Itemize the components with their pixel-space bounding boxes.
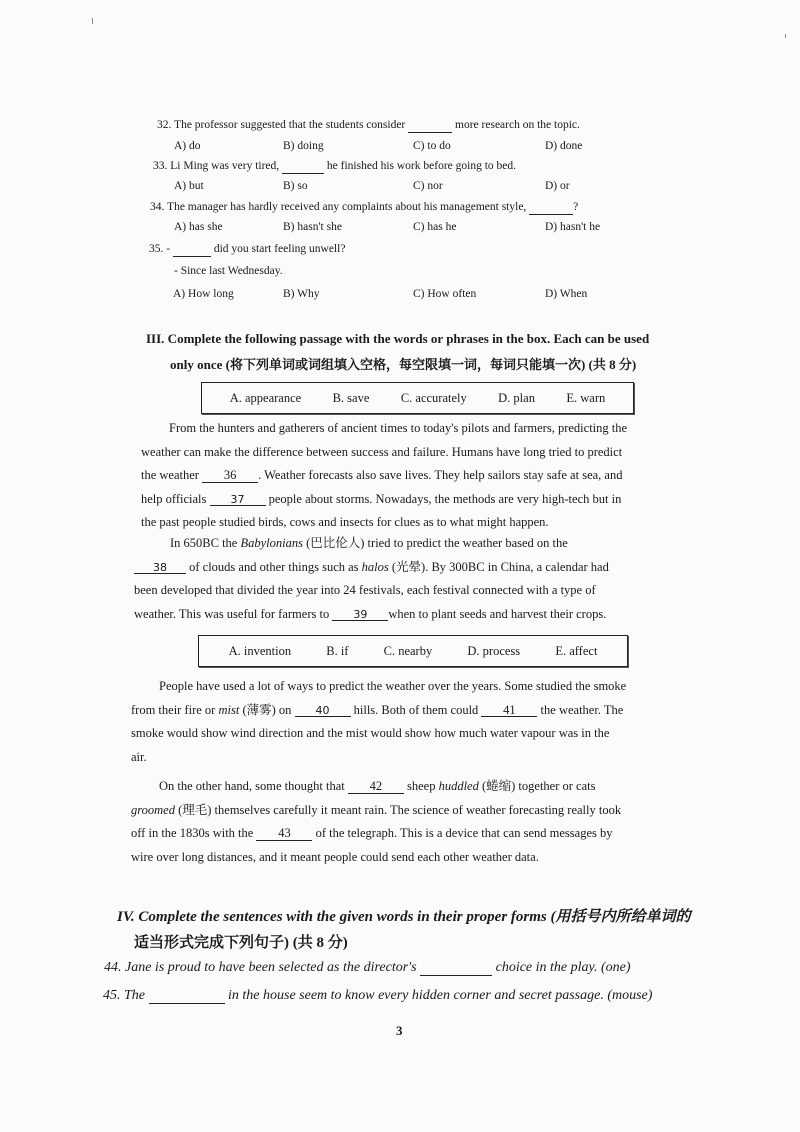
para1-line4 bbox=[141, 488, 678, 512]
para1-line3-start: the weather bbox=[141, 468, 199, 482]
answer-blank-43[interactable] bbox=[256, 827, 312, 841]
word-box-1-option-e: E. warn bbox=[566, 390, 606, 405]
question-33 bbox=[153, 160, 516, 174]
para3-line2-mid2: hills. Both of them could bbox=[353, 702, 479, 717]
para1-line4-start: help officials bbox=[141, 491, 207, 506]
word-box-2-option-d: D. process bbox=[467, 643, 521, 658]
answer-blank-44[interactable] bbox=[420, 961, 492, 976]
para2-line2 bbox=[134, 556, 678, 580]
para4-line1-start: On the other hand, some thought that bbox=[159, 779, 345, 793]
q34-option-b: B) hasn't she bbox=[283, 221, 342, 233]
q35-option-b: B) Why bbox=[283, 288, 320, 300]
blank-39-number: 39 bbox=[353, 607, 368, 621]
para2-line1-start: In 650BC the bbox=[170, 536, 241, 550]
word-box-1 bbox=[201, 382, 634, 414]
question-44-stem: 44. Jane is proud to have been selected as the director's bbox=[104, 960, 417, 975]
word-box-2-option-a: A. invention bbox=[228, 643, 292, 658]
word-box-2 bbox=[198, 635, 628, 667]
para3-line3: smoke would show wind direction and the mist would show how much water vapour was in the bbox=[131, 726, 610, 740]
answer-blank-38[interactable] bbox=[134, 561, 186, 575]
para3-line4: air. bbox=[131, 749, 147, 764]
para4-line3 bbox=[131, 822, 681, 846]
scan-mark bbox=[92, 18, 93, 24]
q35-option-d: D) When bbox=[545, 288, 588, 300]
term-groomed: groomed bbox=[131, 802, 175, 817]
section-3-heading-line2: only once (将下列单词或词组填入空格，每空限填一词，每词只能填一次) (共 8 分) bbox=[170, 357, 637, 372]
para3-line2-start: from their fire or bbox=[131, 702, 219, 717]
para3-line2-mid: (薄雾) on bbox=[239, 702, 292, 717]
para2-line4 bbox=[134, 603, 678, 627]
q33-option-b: B) so bbox=[283, 180, 308, 192]
para2-line1-end: (巴比伦人) tried to predict the weather based on the bbox=[302, 536, 568, 550]
page-number: 3 bbox=[396, 1023, 403, 1038]
para4-line4: wire over long distances, and it meant people could send each other weather data. bbox=[131, 849, 539, 864]
scan-mark bbox=[785, 34, 786, 38]
para4-line1 bbox=[131, 775, 681, 799]
term-halos: halos bbox=[361, 559, 389, 574]
blank-36-number: 36 bbox=[223, 468, 237, 482]
term-mist: mist bbox=[218, 702, 240, 717]
question-32-stem: 32. The professor suggested that the students consider bbox=[157, 119, 406, 131]
question-35 bbox=[149, 243, 345, 257]
para2-line1 bbox=[134, 532, 678, 556]
para1-line1: From the hunters and gatherers of ancient times to today's pilots and farmers, predicting the bbox=[169, 421, 628, 435]
blank-42-number: 42 bbox=[369, 779, 383, 793]
passage-paragraph-2 bbox=[134, 532, 678, 626]
passage-paragraph-1 bbox=[141, 417, 678, 535]
section-4-heading-line2: 适当形式完成下列句子) (共 8 分) bbox=[134, 935, 348, 951]
para3-line2 bbox=[131, 699, 679, 723]
question-34-stem: 34. The manager has hardly received any complaints about his management style, bbox=[150, 201, 527, 213]
q33-option-d: D) or bbox=[545, 180, 570, 192]
blank-38-number: 38 bbox=[153, 560, 167, 574]
answer-blank-33[interactable] bbox=[282, 161, 324, 174]
question-33-stem-end: he finished his work before going to bed. bbox=[326, 160, 516, 172]
question-35-reply: - Since last Wednesday. bbox=[174, 265, 283, 277]
q33-option-a: A) but bbox=[174, 180, 204, 192]
q34-option-a: A) has she bbox=[174, 221, 223, 233]
para2-line3: been developed that divided the year into 24 festivals, each festival connected with a type of bbox=[134, 583, 596, 597]
q35-option-a: A) How long bbox=[173, 288, 234, 300]
q32-option-a: A) do bbox=[174, 140, 201, 152]
q35-option-c: C) How often bbox=[413, 288, 477, 300]
para4-line3-start: off in the 1830s with the bbox=[131, 826, 254, 840]
answer-blank-39[interactable] bbox=[332, 608, 388, 622]
answer-blank-42[interactable] bbox=[348, 780, 404, 794]
word-box-2-option-c: C. nearby bbox=[383, 643, 433, 658]
para1-line5: the past people studied birds, cows and insects for clues as to what might happen. bbox=[141, 515, 549, 529]
para4-line1-mid: sheep bbox=[406, 779, 439, 793]
para2-line4-start: weather. This was useful for farmers to bbox=[134, 606, 330, 621]
question-35-stem: 35. - bbox=[149, 243, 171, 255]
section-4-heading-line1: IV. Complete the sentences with the given words in their proper forms (用括号内所给单词的 bbox=[117, 909, 691, 925]
question-34-stem-end: ? bbox=[573, 201, 579, 213]
question-44-stem-end: choice in the play. (one) bbox=[495, 960, 631, 975]
para4-line3-end: of the telegraph. This is a device that can send messages by bbox=[315, 826, 613, 840]
answer-blank-36[interactable] bbox=[202, 469, 258, 483]
q34-option-c: C) has he bbox=[413, 221, 457, 233]
answer-blank-37[interactable] bbox=[210, 493, 266, 507]
blank-41-number: 41 bbox=[503, 702, 516, 717]
q33-option-c: C) nor bbox=[413, 180, 443, 192]
question-45-stem-end: in the house seem to know every hidden corner and secret passage. (mouse) bbox=[228, 988, 653, 1003]
word-box-1-option-b: B. save bbox=[332, 390, 370, 405]
question-44 bbox=[104, 960, 631, 976]
word-box-2-option-e: E. affect bbox=[555, 643, 598, 658]
para1-line2: weather can make the difference between success and failure. Humans have long tried to predict bbox=[141, 444, 623, 459]
word-box-1-option-d: D. plan bbox=[498, 390, 535, 405]
para4-line2-end: (理毛) themselves carefully it meant rain. The science of weather forecasting really took bbox=[174, 802, 622, 817]
para1-line3 bbox=[141, 464, 678, 488]
para1-line3-end: . Weather forecasts also save lives. They help sailors stay safe at sea, and bbox=[258, 468, 623, 482]
question-45-stem: 45. The bbox=[103, 988, 145, 1003]
answer-blank-32[interactable] bbox=[408, 120, 452, 133]
para4-line2 bbox=[131, 799, 681, 823]
para3-line1: People have used a lot of ways to predict the weather over the years. Some studied the smoke bbox=[159, 679, 627, 693]
para4-line1-end: (蜷缩) together or cats bbox=[478, 779, 596, 793]
para2-line2-end: (光晕). By 300BC in China, a calendar had bbox=[388, 559, 609, 574]
answer-blank-41[interactable] bbox=[481, 704, 537, 718]
blank-37-number: 37 bbox=[230, 492, 245, 506]
para2-line4-end: when to plant seeds and harvest their crops. bbox=[388, 606, 607, 621]
q32-option-d: D) done bbox=[545, 140, 583, 152]
para2-line2-start: of clouds and other things such as bbox=[189, 559, 362, 574]
answer-blank-45[interactable] bbox=[149, 989, 225, 1004]
passage-paragraph-4 bbox=[131, 775, 681, 869]
section-3-heading-line1: III. Complete the following passage with the words or phrases in the box. Each can be used bbox=[146, 331, 650, 346]
term-babylonians: Babylonians bbox=[240, 536, 303, 550]
question-45 bbox=[103, 988, 652, 1004]
question-34 bbox=[150, 201, 578, 215]
word-box-1-option-a: A. appearance bbox=[229, 390, 302, 405]
passage-paragraph-3 bbox=[131, 675, 679, 769]
answer-blank-35[interactable] bbox=[173, 244, 211, 257]
para3-line2-end: the weather. The bbox=[540, 702, 624, 717]
blank-43-number: 43 bbox=[278, 826, 291, 840]
q32-option-c: C) to do bbox=[413, 140, 451, 152]
para1-line4-end: people about storms. Nowadays, the methods are very high-tech but in bbox=[268, 491, 622, 506]
q32-option-b: B) doing bbox=[283, 140, 324, 152]
word-box-1-option-c: C. accurately bbox=[400, 390, 467, 405]
question-35-stem-end: did you start feeling unwell? bbox=[213, 243, 346, 255]
answer-blank-34[interactable] bbox=[529, 202, 573, 215]
question-32 bbox=[157, 119, 580, 133]
answer-blank-40[interactable] bbox=[295, 704, 351, 718]
question-33-stem: 33. Li Ming was very tired, bbox=[153, 160, 280, 172]
blank-40-number: 40 bbox=[315, 703, 330, 717]
word-box-2-option-b: B. if bbox=[326, 643, 349, 658]
q34-option-d: D) hasn't he bbox=[545, 221, 601, 233]
question-32-stem-end: more research on the topic. bbox=[455, 119, 580, 131]
term-huddled: huddled bbox=[438, 779, 479, 793]
